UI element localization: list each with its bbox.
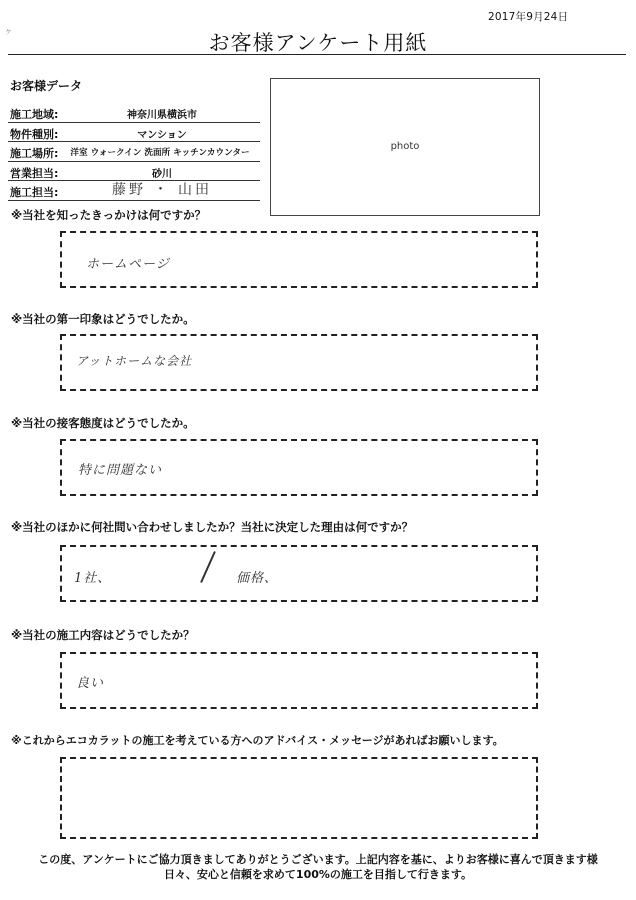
answer-box-6	[60, 757, 538, 839]
corner-mark: ヶ	[4, 27, 14, 37]
answer-1-handwritten: ホームページ	[86, 257, 170, 272]
data-row-label: 施工担当:	[10, 186, 59, 199]
answer-box-3	[60, 439, 538, 496]
data-row-area	[8, 103, 260, 123]
data-row-label: 施工地域:	[10, 108, 59, 121]
data-row-value: 砂川	[152, 168, 172, 180]
answer-5-handwritten: 良い	[76, 676, 105, 691]
data-row-value: マンション	[137, 129, 187, 141]
footer-line-2: 日々、安心と信頼を求めて100%の施工を目指して行きます。	[163, 868, 473, 881]
answer-3-handwritten: 特に問題ない	[78, 463, 163, 478]
data-row-label: 物件種別:	[10, 127, 59, 141]
data-row-label: 施工場所:	[10, 147, 59, 160]
data-row-value-handwritten: 藤野 ・ 山田	[112, 182, 212, 198]
customer-data-table	[8, 103, 260, 201]
footer-line-1: この度、アンケートにご協力頂きましてありがとうございます。上記内容を基に、よりお客様に喜んで頂きます様	[38, 853, 598, 866]
photo-label: photo	[390, 141, 420, 152]
data-row-installer	[8, 181, 260, 201]
answer-4a-handwritten: 1社、	[74, 571, 112, 586]
customer-data-heading: お客様データ	[10, 79, 83, 93]
question-5: ※当社の施工内容はどうでしたか？	[11, 628, 195, 642]
question-1: ※当社を知ったきっかけは何ですか？	[11, 208, 207, 222]
data-row-location	[8, 142, 260, 162]
answer-box-1	[60, 231, 538, 288]
page-title: お客様アンケート用紙	[208, 31, 428, 55]
question-2: ※当社の第一印象はどうでしたか。	[11, 312, 195, 326]
data-row-label: 営業担当:	[10, 166, 59, 180]
question-6: ※これからエコカラットの施工を考えている方へのアドバイス・メッセージがあればお願いします。	[11, 734, 504, 747]
data-row-property-type	[8, 123, 260, 143]
document-date: 2017年9月24日	[488, 11, 569, 23]
title-underline	[8, 54, 626, 55]
photo-placeholder	[270, 78, 540, 216]
answer-box-2	[60, 334, 538, 391]
data-row-value: 神奈川県横浜市	[127, 110, 197, 121]
question-3: ※当社の接客態度はどうでしたか。	[11, 416, 195, 430]
handwritten-slash	[200, 551, 216, 583]
question-4: ※当社のほかに何社問い合わせしましたか？当社に決定した理由は何ですか？	[11, 520, 414, 534]
answer-box-5	[60, 652, 538, 709]
answer-4b-handwritten: 価格、	[236, 571, 279, 586]
answer-2-handwritten: アットホームな会社	[76, 354, 193, 368]
data-row-value: 洋室 ウォークイン 洗面所 キッチンカウンター	[70, 148, 250, 158]
answer-box-4	[60, 545, 538, 602]
